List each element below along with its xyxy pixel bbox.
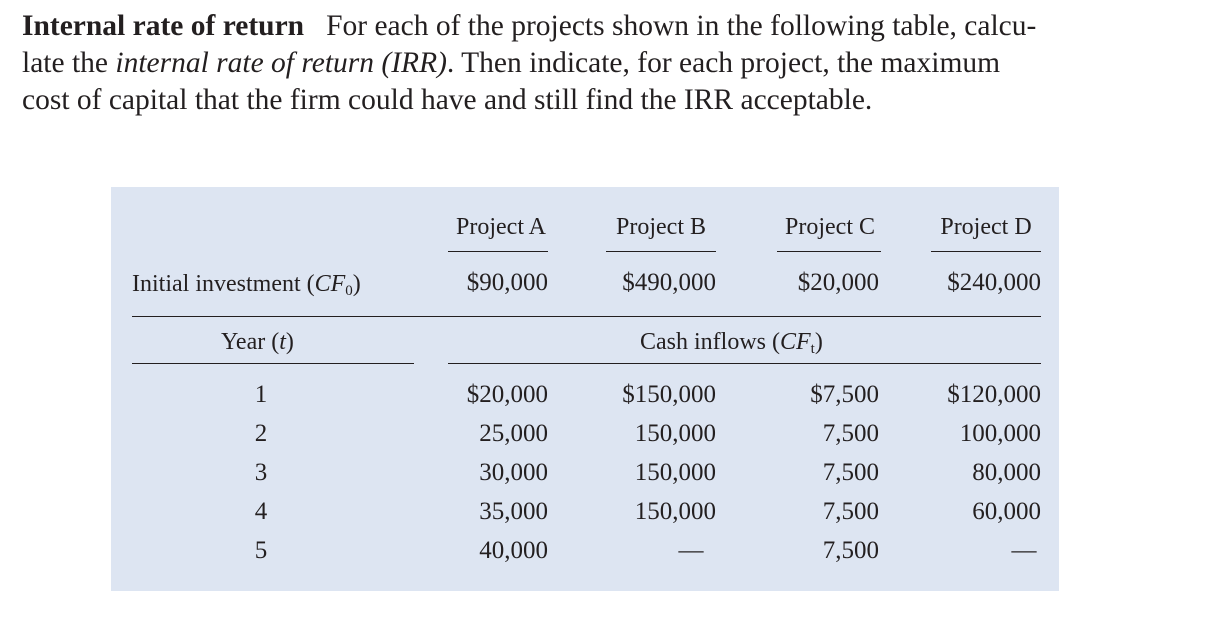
- year-3: 3: [254, 459, 268, 486]
- initial-value-d: $240,000: [947, 269, 1041, 296]
- cell-3-c: 7,500: [822, 459, 879, 486]
- cell-1-b: $150,000: [622, 381, 716, 408]
- cell-1-d: $120,000: [947, 381, 1041, 408]
- header-rule-b: [606, 251, 716, 252]
- year-4: 4: [254, 498, 268, 525]
- header-rule-d: [931, 251, 1041, 252]
- cash-flow-table: [111, 187, 1059, 591]
- inflows-rule: [448, 363, 1041, 364]
- cell-2-c: 7,500: [822, 420, 879, 447]
- problem-line1: For each of the projects shown in the following table, calcu-: [326, 10, 1037, 42]
- initial-investment-label: Initial investment $(CF_0)$: [132, 271, 361, 299]
- cell-5-b: —: [678, 537, 704, 564]
- cell-3-a: 30,000: [479, 459, 548, 486]
- initial-value-a: $90,000: [466, 269, 548, 296]
- cell-2-a: 25,000: [479, 420, 548, 447]
- cell-5-d: —: [1011, 537, 1037, 564]
- cell-4-c: 7,500: [822, 498, 879, 525]
- cell-5-a: 40,000: [479, 537, 548, 564]
- cell-4-d: 60,000: [972, 498, 1041, 525]
- year-5: 5: [254, 537, 268, 564]
- header-rule-c: [777, 251, 881, 252]
- problem-line2-italic: internal rate of return (IRR): [115, 47, 447, 79]
- problem-line2-post: . Then indicate, for each project, the maximum: [446, 47, 1001, 79]
- header-rule-a: [448, 251, 548, 252]
- cell-1-c: $7,500: [810, 381, 879, 408]
- cash-inflows-label: Cash inflows $(CF_t)$: [640, 329, 823, 357]
- initial-value-b: $490,000: [622, 269, 716, 296]
- problem-line2-pre: late the: [22, 47, 116, 79]
- year-1: 1: [254, 381, 268, 408]
- cell-3-b: 150,000: [634, 459, 716, 486]
- cell-4-b: 150,000: [634, 498, 716, 525]
- year-rule: [132, 363, 414, 364]
- header-project-d: Project D: [940, 214, 1032, 240]
- header-project-c: Project C: [785, 214, 875, 240]
- cell-4-a: 35,000: [479, 498, 548, 525]
- year-label: Year (t): [221, 329, 294, 355]
- problem-line3: cost of capital that the firm could have and still find the IRR acceptable.: [22, 84, 873, 116]
- problem-statement: [22, 8, 1202, 119]
- cell-2-d: 100,000: [959, 420, 1041, 447]
- problem-heading: Internal rate of return: [22, 10, 305, 42]
- cell-1-a: $20,000: [466, 381, 548, 408]
- header-project-a: Project A: [456, 214, 546, 240]
- initial-value-c: $20,000: [797, 269, 879, 296]
- cell-3-d: 80,000: [972, 459, 1041, 486]
- year-2: 2: [254, 420, 268, 447]
- cell-2-b: 150,000: [634, 420, 716, 447]
- header-project-b: Project B: [616, 214, 706, 240]
- table-rule-top: [132, 316, 1041, 317]
- cell-5-c: 7,500: [822, 537, 879, 564]
